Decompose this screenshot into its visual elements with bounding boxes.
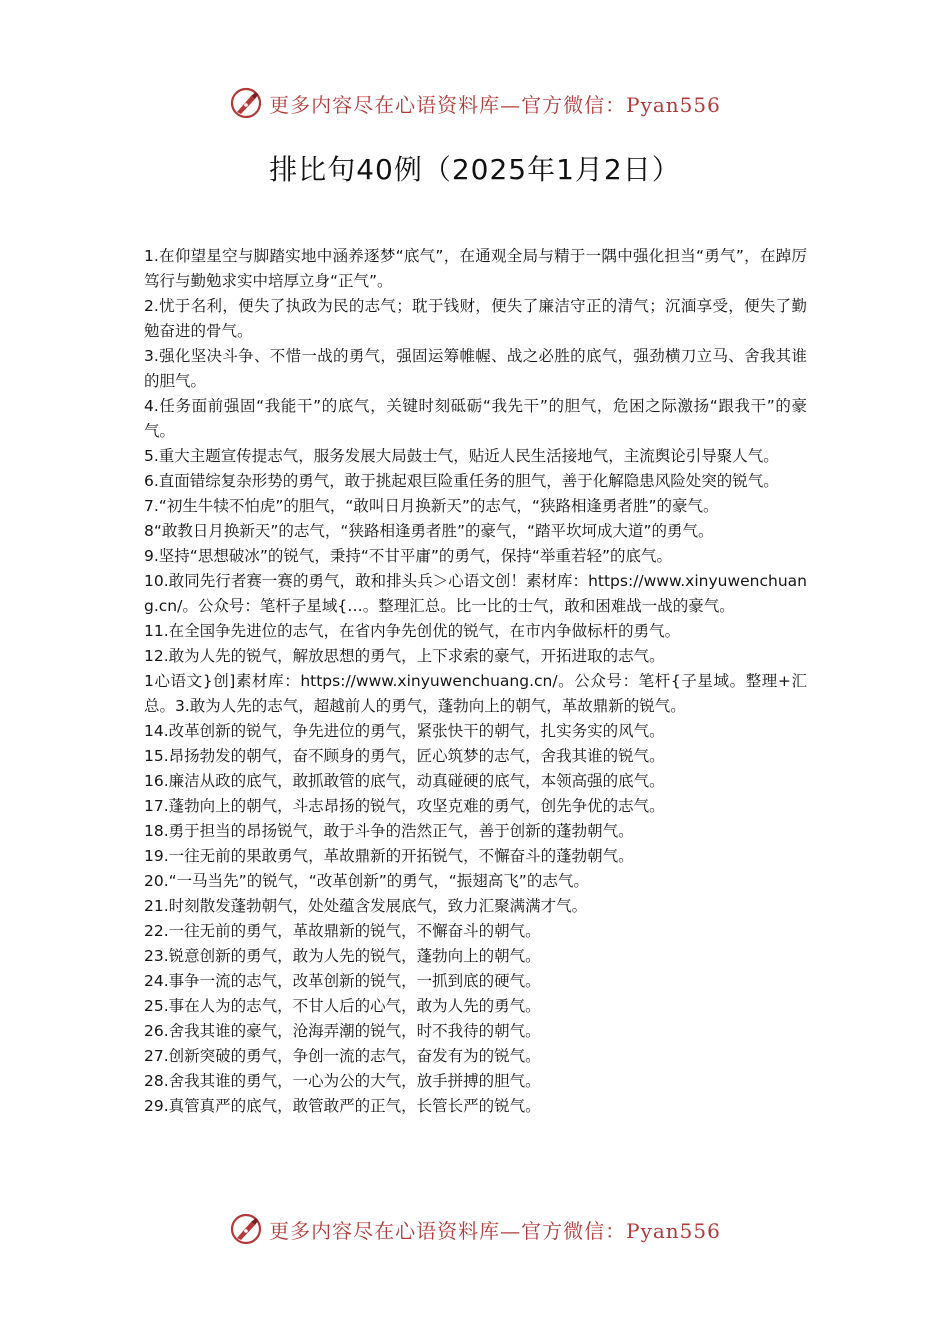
list-item: 7.“初生牛犊不怕虎”的胆气，“敢叫日月换新天”的志气，“狭路相逢勇者胜”的豪气。 <box>144 497 719 515</box>
watermark-text: 更多内容尽在心语资料库—官方微信：Pyan556 <box>269 1218 721 1243</box>
list-item: 12.敢为人先的锐气，解放思想的勇气，上下求索的豪气，开拓进取的志气。 <box>144 647 665 665</box>
list-item: 20.“一马当先”的锐气，“改革创新”的勇气，“振翅高飞”的志气。 <box>144 872 589 890</box>
list-item: 21.时刻散发蓬勃朝气，处处蕴含发展底气，致力汇聚满满才气。 <box>144 897 588 915</box>
list-item: 23.锐意创新的勇气，敢为人先的锐气，蓬勃向上的朝气。 <box>144 947 541 965</box>
list-item: 27.创新突破的勇气，争创一流的志气，奋发有为的锐气。 <box>144 1047 541 1065</box>
pen-nib-logo-icon <box>229 1212 263 1246</box>
list-item: 2.忧于名利，便失了执政为民的志气；耽于钱财，便失了廉洁守正的清气；沉湎享受，便失了勤勉奋进的骨气。 <box>144 297 807 340</box>
list-item: 9.坚持“思想破冰”的锐气，秉持“不甘平庸”的勇气，保持“举重若轻”的底气。 <box>144 547 672 565</box>
list-item: 11.在全国争先进位的志气，在省内争先创优的锐气，在市内争做标杆的勇气。 <box>144 622 681 640</box>
list-item: 17.蓬勃向上的朝气，斗志昂扬的锐气，攻坚克难的勇气，创先争优的志气。 <box>144 797 665 815</box>
document-body <box>144 244 807 1119</box>
header-watermark <box>0 86 950 120</box>
watermark-text: 更多内容尽在心语资料库—官方微信：Pyan556 <box>269 92 721 117</box>
list-item: 4.任务面前强固“我能干”的底气，关键时刻砥砺“我先干”的胆气，危困之际激扬“跟我干”的豪气。 <box>144 397 807 440</box>
list-item: 15.昂扬勃发的朝气，奋不顾身的勇气，匠心筑梦的志气，舍我其谁的锐气。 <box>144 747 665 765</box>
list-item: 22.一往无前的勇气，革故鼎新的锐气，不懈奋斗的朝气。 <box>144 922 541 940</box>
list-item: 24.事争一流的志气，改革创新的锐气，一抓到底的硬气。 <box>144 972 541 990</box>
list-item: 25.事在人为的志气，不甘人后的心气，敢为人先的勇气。 <box>144 997 541 1015</box>
list-item: 10.敢同先行者赛一赛的勇气，敢和排头兵＞心语文创！素材库：https://www.xinyuwenchuang.cn/。公众号：笔杆子星域{…。整理汇总。比一比的士气，敢和困难战一战的豪气。 <box>144 572 807 615</box>
list-item: 18.勇于担当的昂扬锐气，敢于斗争的浩然正气，善于创新的蓬勃朝气。 <box>144 822 634 840</box>
page-title: 排比句40例（2025年1月2日） <box>269 153 681 186</box>
list-item: 3.强化坚决斗争、不惜一战的勇气，强固运筹帷幄、战之必胜的底气，强劲横刀立马、舍我其谁的胆气。 <box>144 347 807 390</box>
footer-watermark <box>0 1212 950 1246</box>
list-item: 1心语文}创]素材库：https://www.xinyuwenchuang.cn/。公众号：笔杆{子星域。整理+汇总。3.敢为人先的志气，超越前人的勇气，蓬勃向上的朝气，革故鼎新的锐气。 <box>144 672 807 715</box>
list-item: 5.重大主题宣传提志气，服务发展大局鼓士气，贴近人民生活接地气，主流舆论引导聚人气。 <box>144 447 779 465</box>
list-item: 14.改革创新的锐气，争先进位的勇气，紧张快干的朝气，扎实务实的风气。 <box>144 722 665 740</box>
list-item: 28.舍我其谁的勇气，一心为公的大气，放手拼搏的胆气。 <box>144 1072 541 1090</box>
list-item: 29.真管真严的底气，敢管敢严的正气，长管长严的锐气。 <box>144 1097 541 1115</box>
list-item: 8“敢教日月换新天”的志气，“狭路相逢勇者胜”的豪气，“踏平坎坷成大道”的勇气。 <box>144 522 714 540</box>
pen-nib-logo-icon <box>229 86 263 120</box>
list-item: 19.一往无前的果敢勇气，革故鼎新的开拓锐气，不懈奋斗的蓬勃朝气。 <box>144 847 634 865</box>
list-item: 1.在仰望星空与脚踏实地中涵养逐梦“底气”，在通观全局与精于一隅中强化担当“勇气”，在踔厉笃行与勤勉求实中培厚立身“正气”。 <box>144 247 807 290</box>
list-item: 6.直面错综复杂形势的勇气，敢于挑起艰巨险重任务的胆气，善于化解隐患风险处突的锐气。 <box>144 472 779 490</box>
list-item: 16.廉洁从政的底气，敢抓敢管的底气，动真碰硬的底气，本领高强的底气。 <box>144 772 665 790</box>
list-item: 26.舍我其谁的豪气，沧海弄潮的锐气，时不我待的朝气。 <box>144 1022 541 1040</box>
